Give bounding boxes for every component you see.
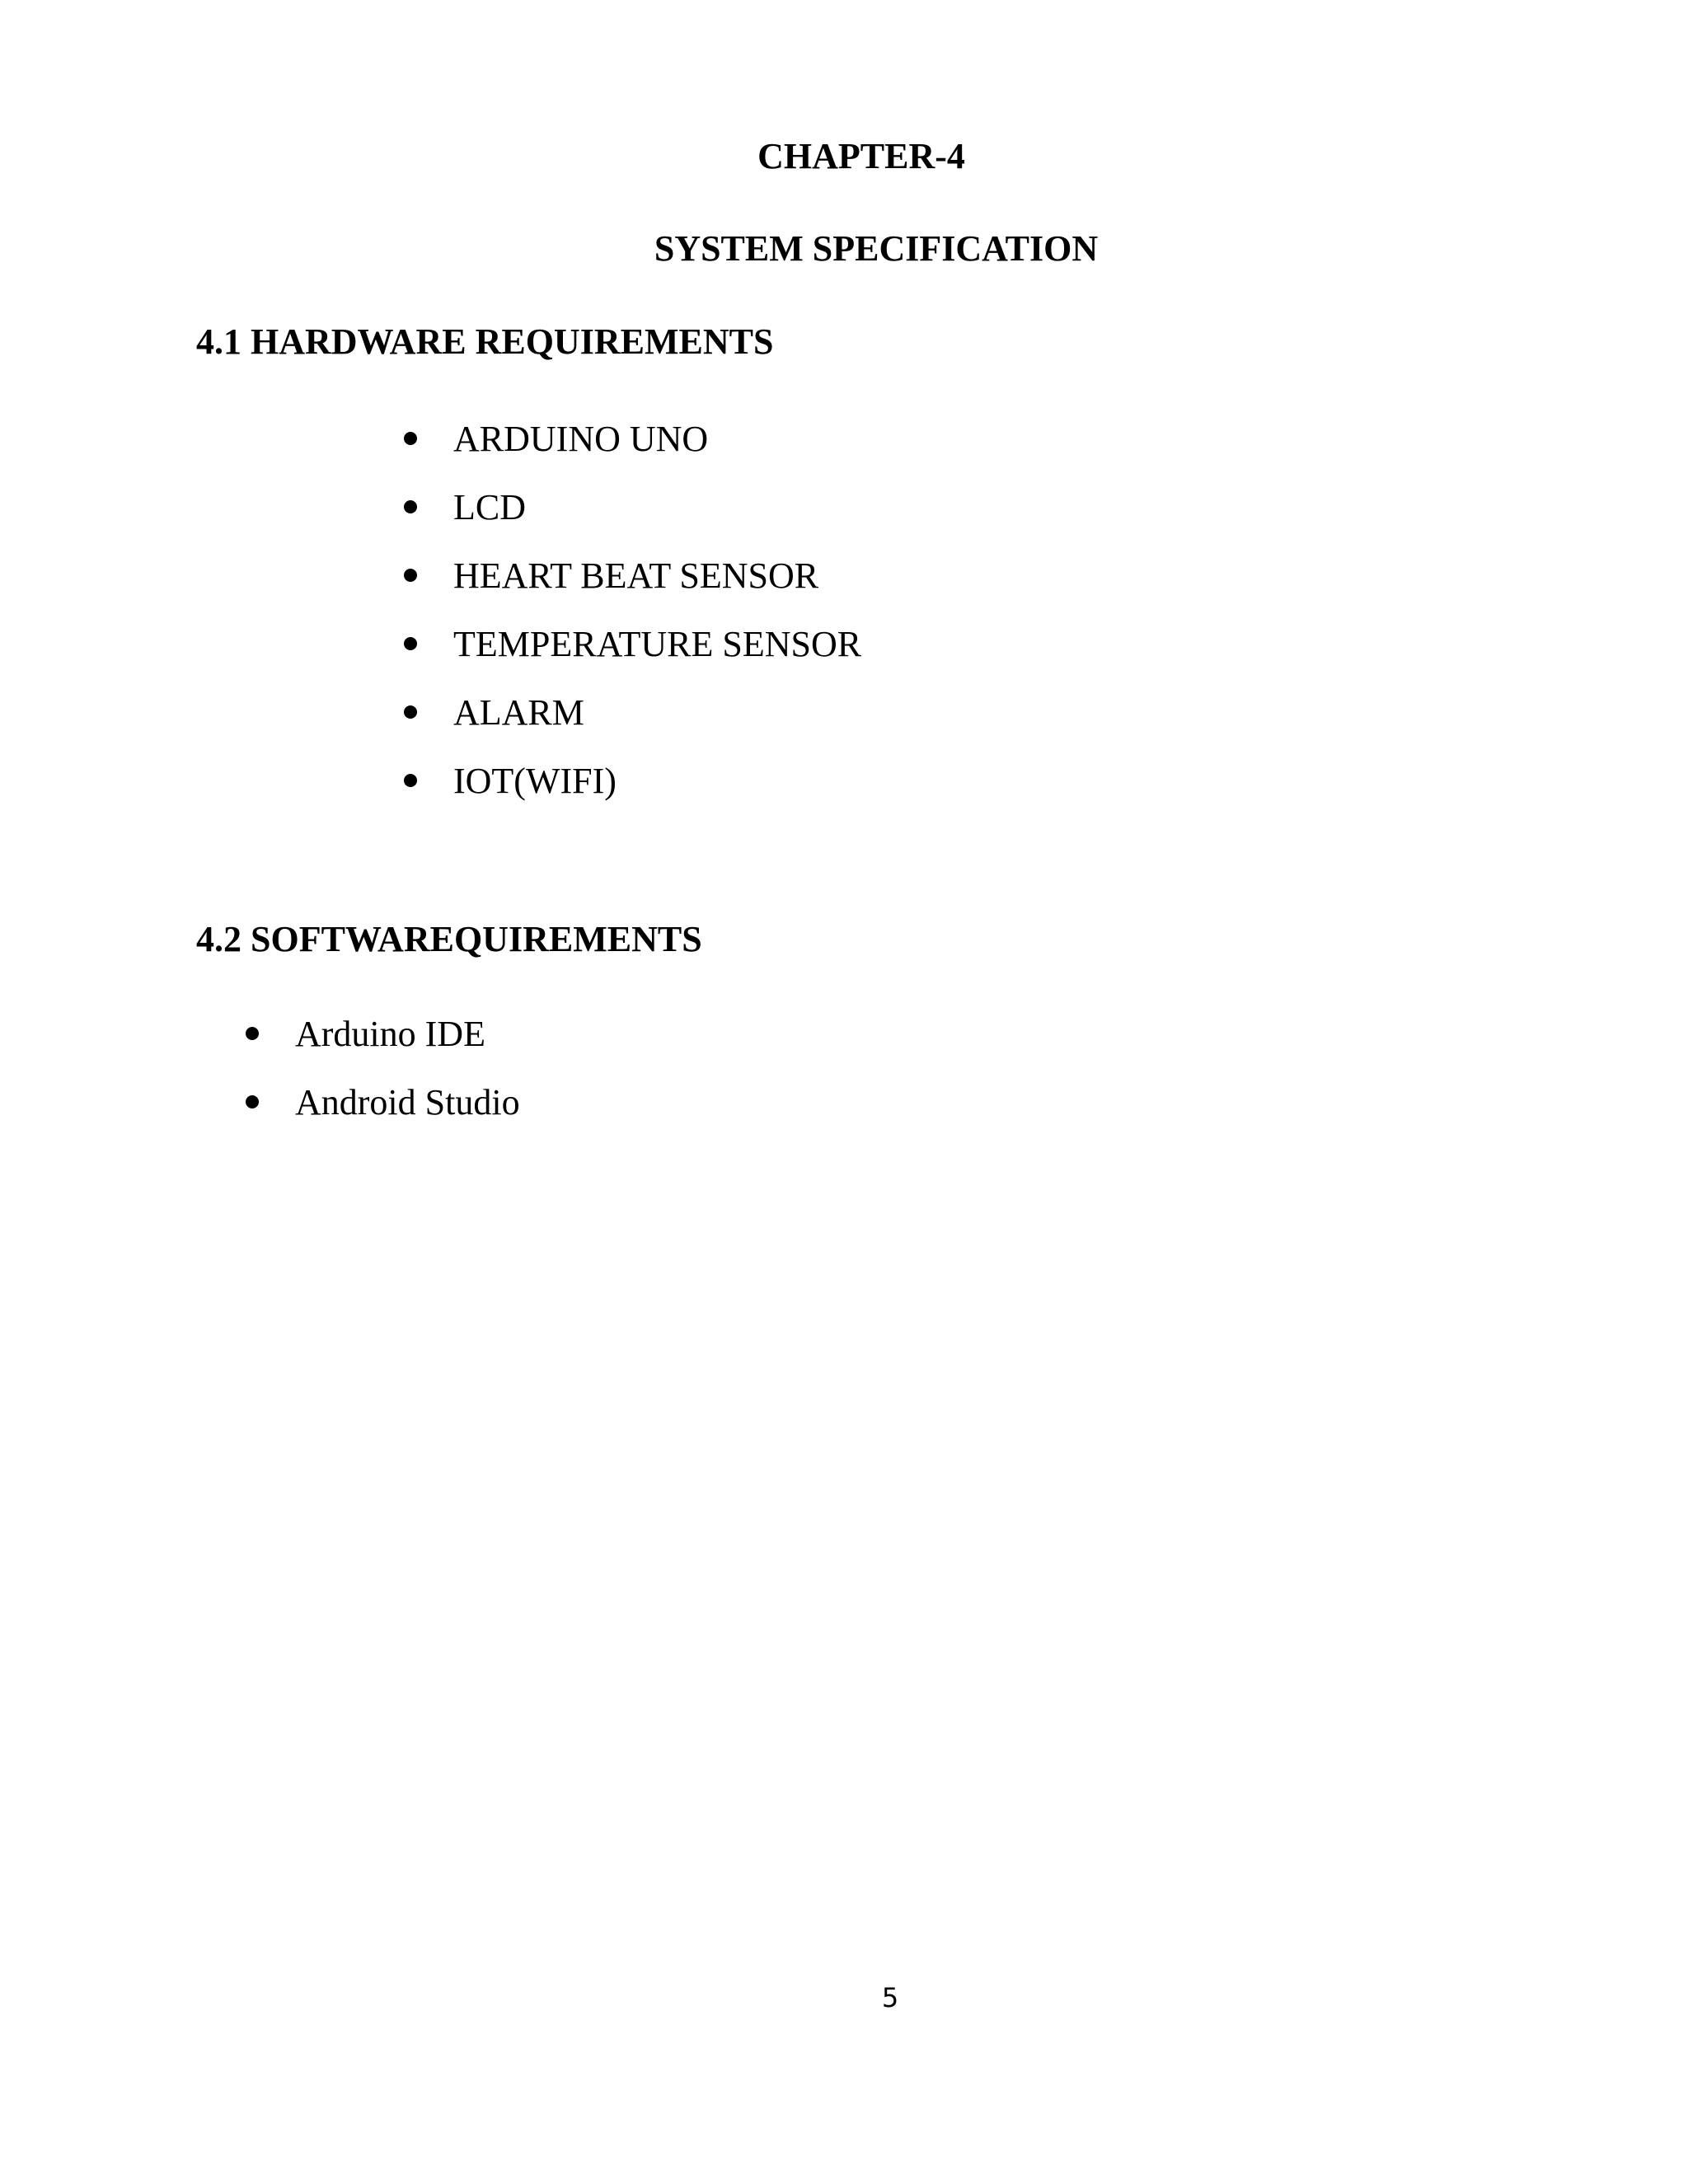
list-item-label: Arduino IDE [295, 1014, 485, 1054]
list-item-label: Android Studio [295, 1082, 520, 1122]
list-item-label: LCD [453, 487, 526, 527]
chapter-subtitle: SYSTEM SPECIFICATION [654, 228, 1099, 269]
list-item-label: IOT(WIFI) [453, 761, 617, 801]
list-item-label: ARDUINO UNO [453, 419, 709, 459]
list-item-label: ALARM [453, 692, 584, 733]
list-item-label: TEMPERATURE SENSOR [453, 624, 862, 664]
bullet-icon [404, 774, 417, 787]
bullet-icon [246, 1027, 259, 1040]
list-item-label: HEART BEAT SENSOR [453, 555, 819, 596]
bullet-icon [246, 1095, 259, 1108]
bullet-icon [404, 637, 417, 650]
bullet-icon [404, 569, 417, 582]
bullet-icon [404, 705, 417, 719]
software-requirements-heading: 4.2 SOFTWAREQUIREMENTS [196, 919, 702, 959]
page-number: 5 [881, 1982, 899, 2013]
hardware-requirements-heading: 4.1 HARDWARE REQUIREMENTS [196, 321, 774, 362]
bullet-icon [404, 432, 417, 445]
chapter-title: CHAPTER-4 [757, 136, 965, 176]
bullet-icon [404, 500, 417, 513]
